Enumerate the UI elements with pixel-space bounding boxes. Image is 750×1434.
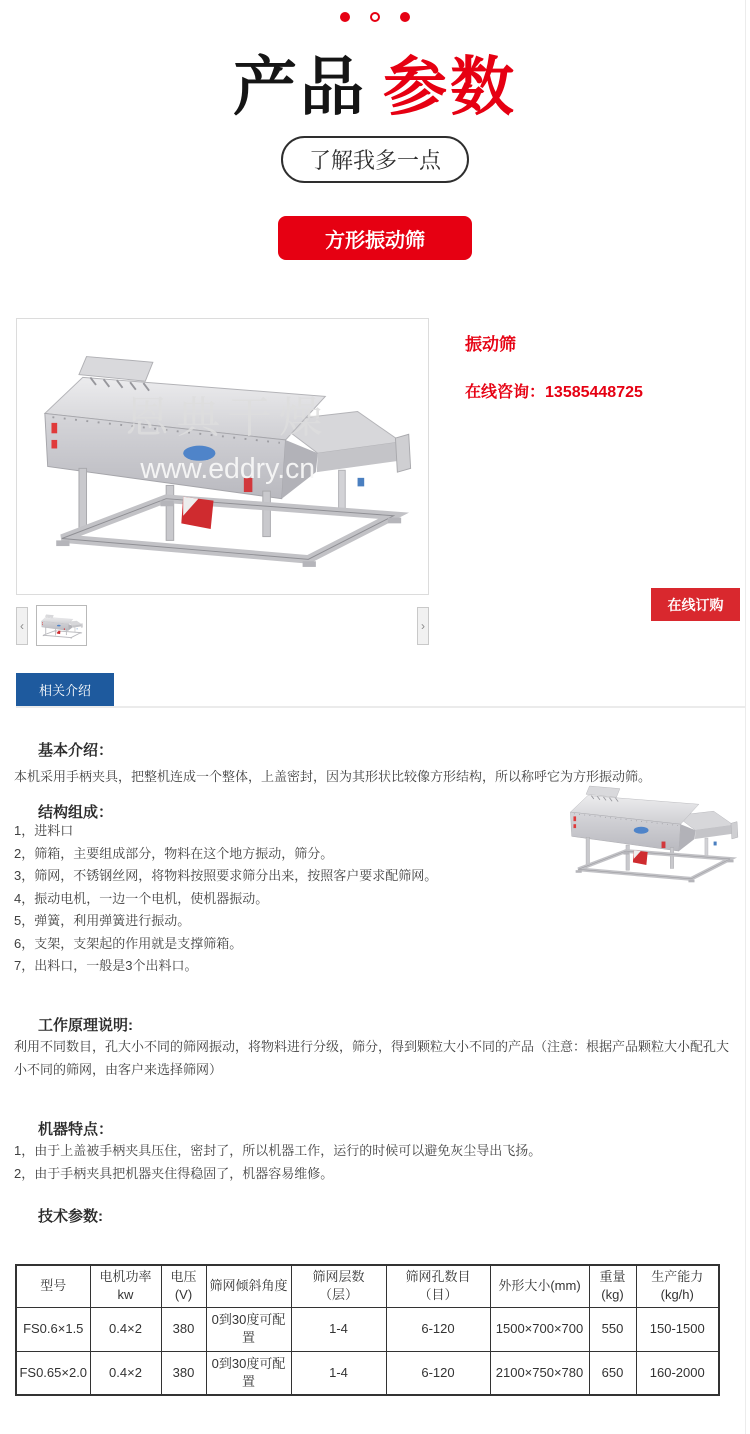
spec-table-row [16, 1351, 719, 1395]
spec-table-cell: 1-4 [291, 1307, 386, 1351]
features-list [14, 1139, 541, 1185]
spec-table-cell: 650 [589, 1351, 636, 1395]
consult-label: 在线咨询： [465, 384, 546, 401]
dot-hollow-icon [370, 12, 380, 22]
structure-heading: 结构组成： [38, 804, 114, 821]
list-item: 5，弹簧，利用弹簧进行振动。 [14, 913, 191, 928]
side-machine-illustration [557, 773, 747, 891]
category-button[interactable]: 方形振动筛 [278, 216, 472, 260]
carousel-prev-button[interactable] [16, 607, 28, 645]
spec-table-cell: 380 [161, 1307, 206, 1351]
features-heading: 机器特点： [38, 1121, 114, 1138]
spec-table-cell: 0.4×2 [90, 1307, 161, 1351]
spec-table-header-cell: 电压 (V) [161, 1265, 206, 1307]
page-title-black: 产品 [233, 51, 367, 123]
list-item: 2，筛箱，主要组成部分，物料在这个地方振动，筛分。 [14, 845, 334, 861]
spec-table-cell: 6-120 [386, 1307, 490, 1351]
tab-underline [16, 706, 745, 708]
spec-table-row [16, 1307, 719, 1351]
dot-icon [400, 12, 410, 22]
product-image [16, 318, 429, 595]
page-border [745, 0, 746, 1434]
spec-table-header-cell: 筛网层数 （层） [291, 1265, 386, 1307]
spec-table-head-row [16, 1265, 719, 1307]
spec-table-header-cell: 生产能力 (kg/h) [636, 1265, 719, 1307]
spec-table-cell: 150-1500 [636, 1307, 719, 1351]
consult-phone[interactable]: 13585448725 [545, 384, 643, 401]
spec-table-cell: 1-4 [291, 1351, 386, 1395]
working-principle-body: 利用不同数目，孔大小不同的筛网振动，将物料进行分级，筛分，得到颗粒大小不同的产品（注意：根据产品颗粒大小配孔大小不同的筛网，由客户来选择筛网） [14, 1039, 730, 1077]
thumbnail-machine-illustration [39, 610, 84, 642]
working-principle-heading: 工作原理说明: [38, 1017, 133, 1034]
spec-table-body [16, 1307, 719, 1395]
spec-table-cell: 6-120 [386, 1351, 490, 1395]
page-title [0, 36, 750, 128]
carousel-thumbnail[interactable] [36, 605, 87, 646]
spec-table-header-cell: 电机功率 kw [90, 1265, 161, 1307]
list-item: 1，进料口 [14, 823, 74, 838]
spec-table-cell: 160-2000 [636, 1351, 719, 1395]
header-dots [0, 8, 750, 26]
structure-list [14, 820, 437, 978]
list-item: 3，筛网，不锈钢丝网，将物料按照要求筛分出来，按照客户要求配筛网。 [14, 868, 438, 883]
chevron-left-icon: ‹ [20, 619, 24, 633]
spec-table-cell: 0到30度可配置 [206, 1351, 291, 1395]
spec-table-header-cell: 筛网倾斜角度 [206, 1265, 291, 1307]
list-item: 6，支架，支架起的作用就是支撑筛箱。 [14, 935, 243, 951]
basic-intro-heading: 基本介绍： [38, 742, 114, 759]
page-title-red: 参数 [383, 51, 517, 123]
spec-table-cell: 550 [589, 1307, 636, 1351]
subtitle-pill: 了解我多一点 [281, 136, 469, 183]
tab-related-intro[interactable]: 相关介绍 [16, 673, 114, 706]
structure-side-image [556, 772, 748, 892]
spec-table-header-cell: 外形大小(mm) [490, 1265, 589, 1307]
watermark-text: 恩典干燥 [124, 393, 330, 442]
tech-params-heading: 技术参数: [38, 1208, 103, 1225]
spec-table-header-cell: 重量 (kg) [589, 1265, 636, 1307]
product-name: 振动筛 [465, 335, 516, 354]
spec-table-header-cell: 型号 [16, 1265, 90, 1307]
spec-table-cell: FS0.65×2.0 [16, 1351, 90, 1395]
spec-table-header-cell: 筛网孔数目 （目） [386, 1265, 490, 1307]
consult-line [465, 379, 643, 402]
carousel-next-button[interactable] [417, 607, 429, 645]
spec-table-cell: FS0.6×1.5 [16, 1307, 90, 1351]
spec-table [15, 1264, 720, 1396]
list-item: 2，由于手柄夹具把机器夹住得稳固了，机器容易维修。 [14, 1166, 334, 1181]
list-item: 1，由于上盖被手柄夹具压住，密封了，所以机器工作，运行的时候可以避免灰尘导出飞扬。 [14, 1143, 542, 1158]
spec-table-cell: 1500×700×700 [490, 1307, 589, 1351]
product-machine-illustration [24, 328, 422, 586]
spec-table-cell: 380 [161, 1351, 206, 1395]
basic-intro-body: 本机采用手柄夹具，把整机连成一个整体，上盖密封，因为其形状比较像方形结构，所以称呼它为方形振动筛。 [14, 769, 652, 784]
list-item: 4，振动电机，一边一个电机，使机器振动。 [14, 890, 269, 906]
dot-icon [340, 12, 350, 22]
watermark-url: www.eddry.cn [139, 452, 315, 485]
spec-table-cell: 2100×750×780 [490, 1351, 589, 1395]
list-item: 7，出料口，一般是3个出料口。 [14, 958, 198, 973]
order-online-button[interactable]: 在线订购 [651, 588, 740, 621]
chevron-right-icon: › [421, 619, 425, 633]
spec-table-cell: 0到30度可配置 [206, 1307, 291, 1351]
spec-table-cell: 0.4×2 [90, 1351, 161, 1395]
